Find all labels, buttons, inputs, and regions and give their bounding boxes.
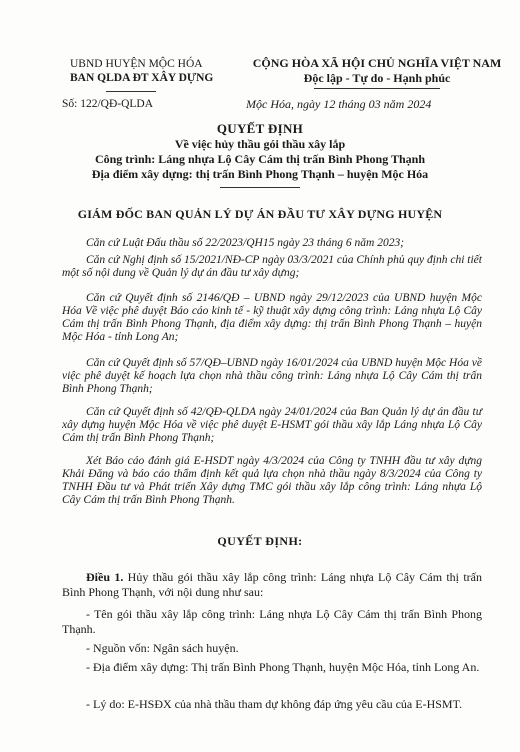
document-kind: QUYẾT ĐỊNH <box>216 121 304 136</box>
org-line-1: UBND HUYỆN MỘC HÓA <box>70 58 203 70</box>
document-number: Số: 122/QĐ-QLDA <box>62 98 154 110</box>
basis-paragraph-5: Căn cứ Quyết định số 42/QĐ-QLDA ngày 24/01/2024 của Ban Quản lý dự án đầu tư xây dựng huyện Mộc Hóa về việc phê duyệt E-HSMT gói thầu xây lắp Láng nhựa Lộ Cây Cám thị trấn Bình Phong Thạnh; <box>62 406 482 444</box>
article-1 <box>62 570 482 600</box>
project-name: Công trình: Láng nhựa Lộ Cây Cám thị trấn Bình Phong Thạnh <box>94 152 426 166</box>
motto-underline <box>314 88 440 89</box>
article-1-item-reason: - Lý do: E-HSĐX của nhà thầu tham dự không đáp ứng yêu cầu của E-HSMT. <box>86 697 463 711</box>
basis-paragraph-4: Căn cứ Quyết định số 57/QĐ–UBND ngày 16/01/2024 của UBND huyện Mộc Hóa về việc phê duyệt kế hoạch lựa chọn nhà thầu công trình: Láng nhựa Lộ Cây Cám thị trấn Bình Phong Thạnh; <box>62 357 482 395</box>
document-date: Mộc Hóa, ngày 12 tháng 03 năm 2024 <box>246 97 432 111</box>
article-1-item-name: - Tên gói thầu xây lắp công trình: Láng nhựa Lộ Cây Cám thị trấn Bình Phong Thạnh. <box>62 607 482 636</box>
project-location: Địa điểm xây dựng: thị trấn Bình Phong Thạnh – huyện Mộc Hóa <box>91 167 429 181</box>
decision-heading: QUYẾT ĐỊNH: <box>217 534 303 548</box>
director-title: GIÁM ĐỐC BAN QUẢN LÝ DỰ ÁN ĐẦU TƯ XÂY DỰNG HUYỆN <box>77 207 443 221</box>
article-1-item-funding: - Nguồn vốn: Ngân sách huyện. <box>86 641 239 655</box>
article-1-label: Điều 1. <box>86 570 124 584</box>
title-underline <box>220 187 300 188</box>
document-subject: Về việc hủy thầu gói thầu xây lắp <box>174 137 346 151</box>
basis-paragraph-2: Căn cứ Nghị định số 15/2021/NĐ-CP ngày 03/3/2021 của Chính phủ quy định chi tiết một số nội dung về Quản lý dự án đầu tư xây dựng; <box>62 254 482 279</box>
article-1-text: Hủy thầu gói thầu xây lắp công trình: Láng nhựa Lộ Cây Cám thị trấn Bình Phong Thạnh, với nội dung như sau: <box>62 570 483 599</box>
article-1-item-location: - Địa điểm xây dựng: Thị trấn Bình Phong Thạnh, huyện Mộc Hóa, tỉnh Long An. <box>86 660 480 674</box>
basis-paragraph-3: Căn cứ Quyết định số 2146/QĐ – UBND ngày 29/12/2023 của UBND huyện Mộc Hóa Về việc phê duyệt Báo cáo kinh tế - kỹ thuật xây dựng công trình: Láng nhựa Lộ Cây Cám thị trấn Bình Phong Thạnh, địa điểm xây dựng: thị trấn Bình Phong Thạnh – huyện Mộc Hóa - tỉnh Long An; <box>62 292 482 343</box>
title-block <box>30 121 490 188</box>
nation-name: CỘNG HÒA XÃ HỘI CHỦ NGHĨA VIỆT NAM <box>252 56 502 70</box>
issuing-organization <box>70 57 230 92</box>
org-line-2: BAN QLDA ĐT XÂY DỰNG <box>70 72 214 84</box>
basis-paragraph-1: Căn cứ Luật Đấu thầu số 22/2023/QH15 ngày 23 tháng 6 năm 2023; <box>86 237 405 249</box>
national-header <box>252 56 502 89</box>
basis-paragraph-6: Xét Báo cáo đánh giá E-HSDT ngày 4/3/2024 của Công ty TNHH đầu tư xây dựng Khải Đăng và báo cáo thẩm định kết quả lựa chọn nhà thầu ngày 8/3/2024 của Công ty TNHH Đầu tư và Phát triển Xây dựng TMC gói thầu xây lắp công trình: Láng nhựa Lộ Cây Cám thị trấn Bình Phong Thạnh. <box>62 455 482 506</box>
national-motto: Độc lập - Tự do - Hạnh phúc <box>303 71 451 85</box>
org-underline <box>106 91 156 92</box>
